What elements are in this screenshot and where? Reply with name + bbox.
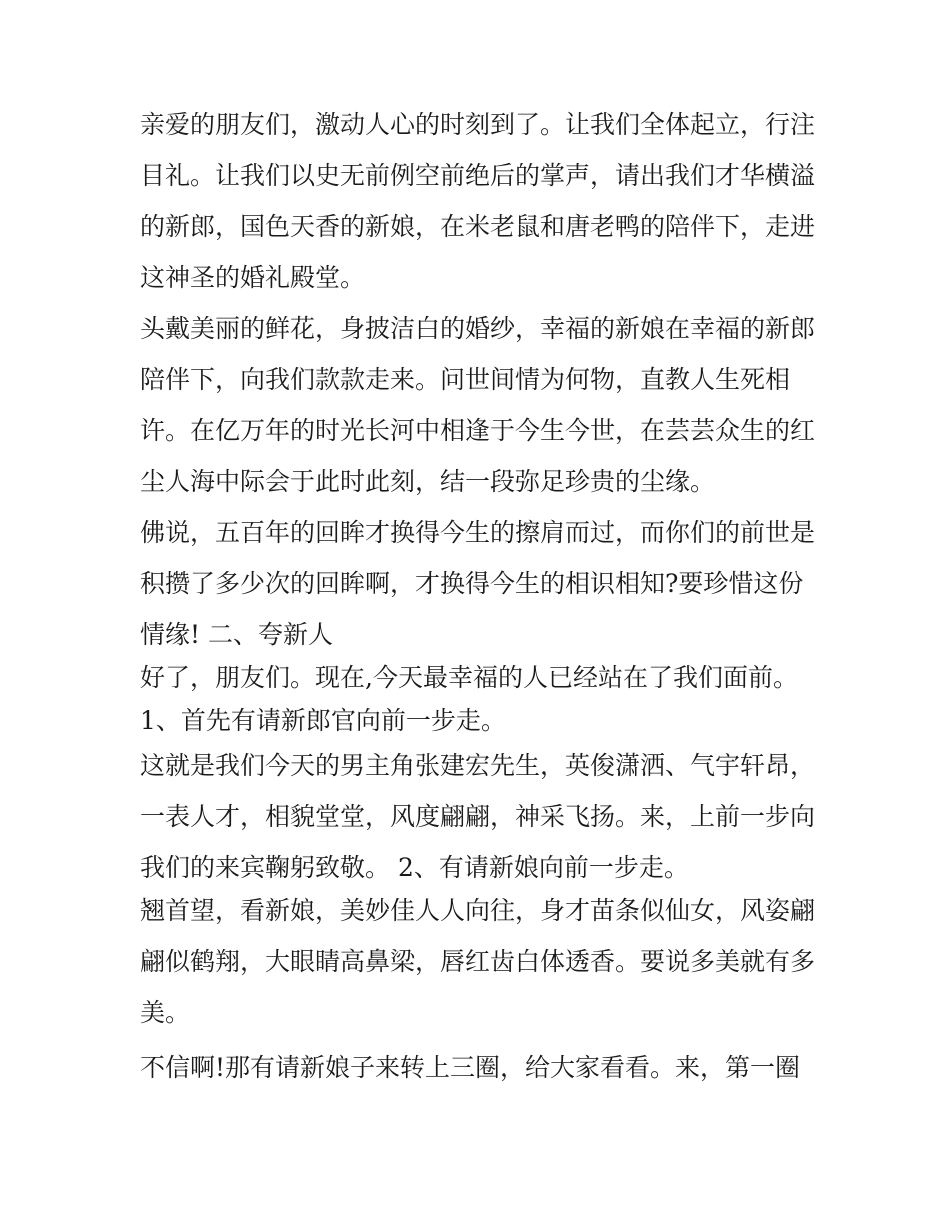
text-line: 情缘! 二、夸新人 — [140, 620, 333, 649]
text-line: 积攒了多少次的回眸啊，才换得今生的相识相知?要珍惜这份 — [140, 569, 804, 598]
text-line: 1、首先有请新郎官向前一步走。 — [140, 706, 506, 735]
text-line: 头戴美丽的鲜花，身披洁白的婚纱，幸福的新娘在幸福的新郎 — [140, 314, 816, 343]
text-line: 亲爱的朋友们，激动人心的时刻到了。让我们全体起立，行注 — [140, 110, 816, 139]
text-line: 翩似鹤翔，大眼睛高鼻梁，唇红齿白体透香。要说多美就有多 — [140, 947, 816, 976]
text-line: 陪伴下，向我们款款走来。问世间情为何物，直教人生死相 — [140, 365, 791, 394]
text-line: 美。 — [140, 998, 191, 1027]
text-line: 这神圣的婚礼殿堂。 — [140, 263, 366, 292]
text-line: 翘首望，看新娘，美妙佳人人向往，身才苗条似仙女，风姿翩 — [140, 896, 816, 925]
text-line: 一表人才，相貌堂堂，风度翩翩，神采飞扬。来，上前一步向 — [140, 802, 816, 831]
text-line: 这就是我们今天的男主角张建宏先生，英俊潇洒、气宇轩昂， — [140, 751, 816, 780]
text-line: 目礼。让我们以史无前例空前绝后的掌声，请出我们才华横溢 — [140, 161, 816, 190]
text-line: 好了，朋友们。现在,今天最幸福的人已经站在了我们面前。 — [140, 663, 798, 692]
text-line: 我们的来宾鞠躬致敬。 2、有请新娘向前一步走。 — [140, 853, 689, 882]
text-line: 不信啊!那有请新娘子来转上三圈，给大家看看。来，第一圈 — [140, 1053, 801, 1082]
text-line: 许。在亿万年的时光长河中相逢于今生今世，在芸芸众生的红 — [140, 416, 816, 445]
document-body — [140, 108, 820, 1102]
text-line: 的新郎，国色天香的新娘，在米老鼠和唐老鸭的陪伴下，走进 — [140, 212, 816, 241]
text-line: 尘人海中际会于此时此刻，结一段弥足珍贵的尘缘。 — [140, 467, 716, 496]
text-line: 佛说，五百年的回眸才换得今生的擦肩而过，而你们的前世是 — [140, 518, 816, 547]
